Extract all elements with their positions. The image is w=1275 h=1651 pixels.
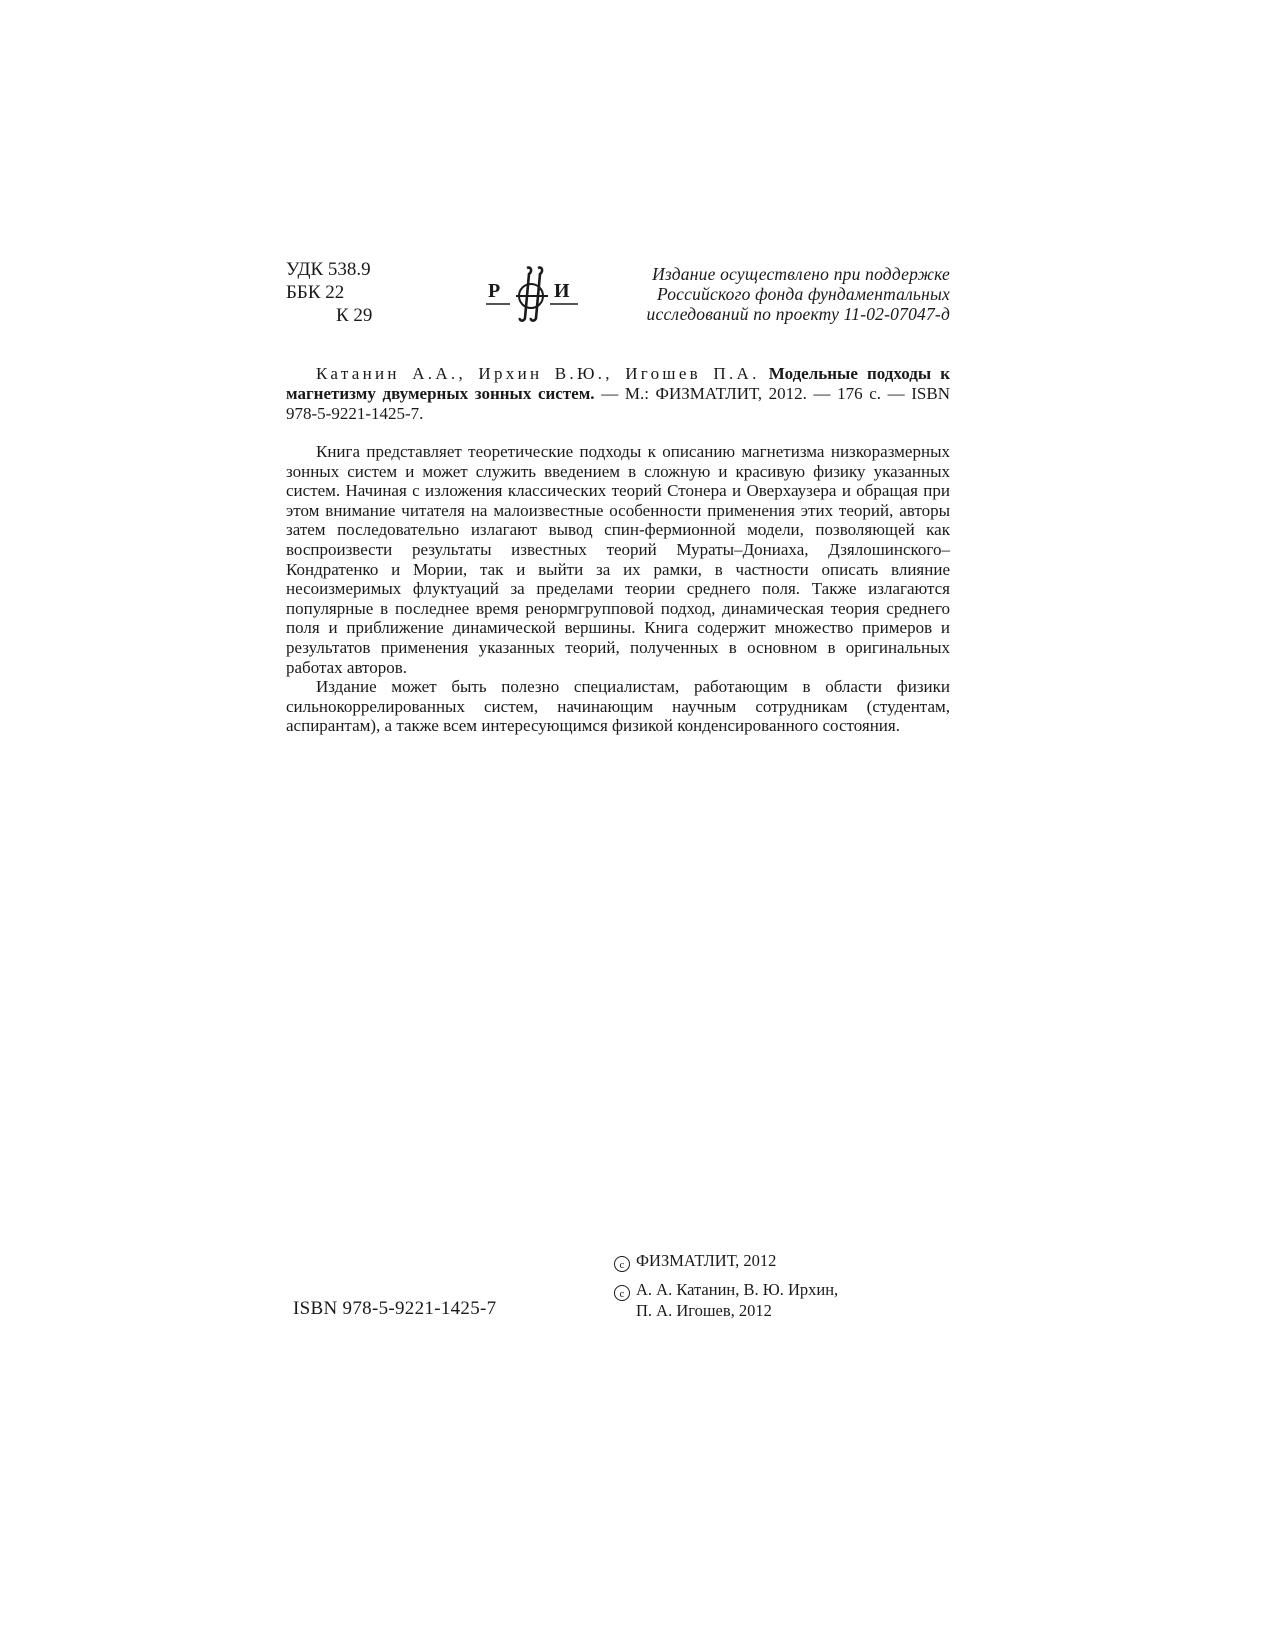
biblio-authors: Катанин А.А., Ирхин В.Ю., Игошев П.А. — [316, 364, 760, 383]
support-line-3: исследований по проекту 11-02-07047-д — [646, 304, 950, 324]
copyright-block — [614, 1251, 838, 1321]
copyright-icon: c — [614, 1256, 630, 1272]
copyright-authors-2: П. А. Игошев, 2012 — [636, 1301, 772, 1320]
copyright-publisher: ФИЗМАТЛИТ, 2012 — [636, 1251, 777, 1270]
biblio-imprint: — М.: ФИЗМАТЛИТ, 2012. — 176 с. — ISBN 978-5-9221-1425-7. — [286, 384, 950, 423]
support-line-2: Российского фонда фундаментальных — [656, 284, 950, 304]
logo-right-letter: И — [554, 280, 570, 302]
classification-codes — [286, 258, 372, 327]
isbn: ISBN 978-5-9221-1425-7 — [293, 1298, 497, 1319]
bibliographic-record — [286, 364, 950, 424]
copyright-icon: c — [614, 1285, 630, 1301]
bbk-code: ББК 22 — [286, 282, 345, 303]
abstract-paragraph-1: Книга представляет теоретические подходы к описанию магнетизма низкоразмерных зонных систем и может служить введением в сложную и красивую физику указанных систем. Начиная с изложения классических теорий Стонера и Оверхаузера и обращая при этом внимание читателя на малоизвестные особенности применения этих теорий, авторы затем последовательно излагают вывод спин-фермионной модели, позволяющей как воспроизвести результаты известных теорий Мураты–Дониаха, Дзялошинского–Кондратенко и Мории, так и выйти за их рамки, в частности описать влияние несоизмеримых флуктуаций за пределами теории среднего поля. Также излагаются популярные в последнее время ренормгрупповой подход, динамическая теория среднего поля и приближение динамической вершины. Книга содержит множество примеров и результатов применения указанных теорий, полученных в основном в оригинальных работах авторов. — [286, 442, 950, 677]
support-note — [602, 264, 950, 324]
rffi-logo-icon — [486, 264, 592, 322]
copyright-authors-1: А. А. Катанин, В. Ю. Ирхин, — [636, 1280, 839, 1299]
udk-code: УДК 538.9 — [286, 259, 371, 280]
copyright-authors-line — [614, 1280, 838, 1301]
copyright-publisher-line — [614, 1251, 838, 1272]
author-mark: К 29 — [336, 305, 373, 326]
logo-left-letter: Р — [488, 280, 501, 302]
support-line-1: Издание осуществлено при поддержке — [652, 264, 950, 284]
biblio-title: Модельные подходы к магнетизму двумерных зонных систем. — [286, 364, 950, 403]
abstract-paragraph-2: Издание может быть полезно специалистам, работающим в области физики сильнокоррелированных систем, начинающим научным сотрудникам (студентам, аспирантам), а также всем интересующимся физикой конденсированного состояния. — [286, 677, 950, 736]
abstract — [286, 442, 950, 736]
